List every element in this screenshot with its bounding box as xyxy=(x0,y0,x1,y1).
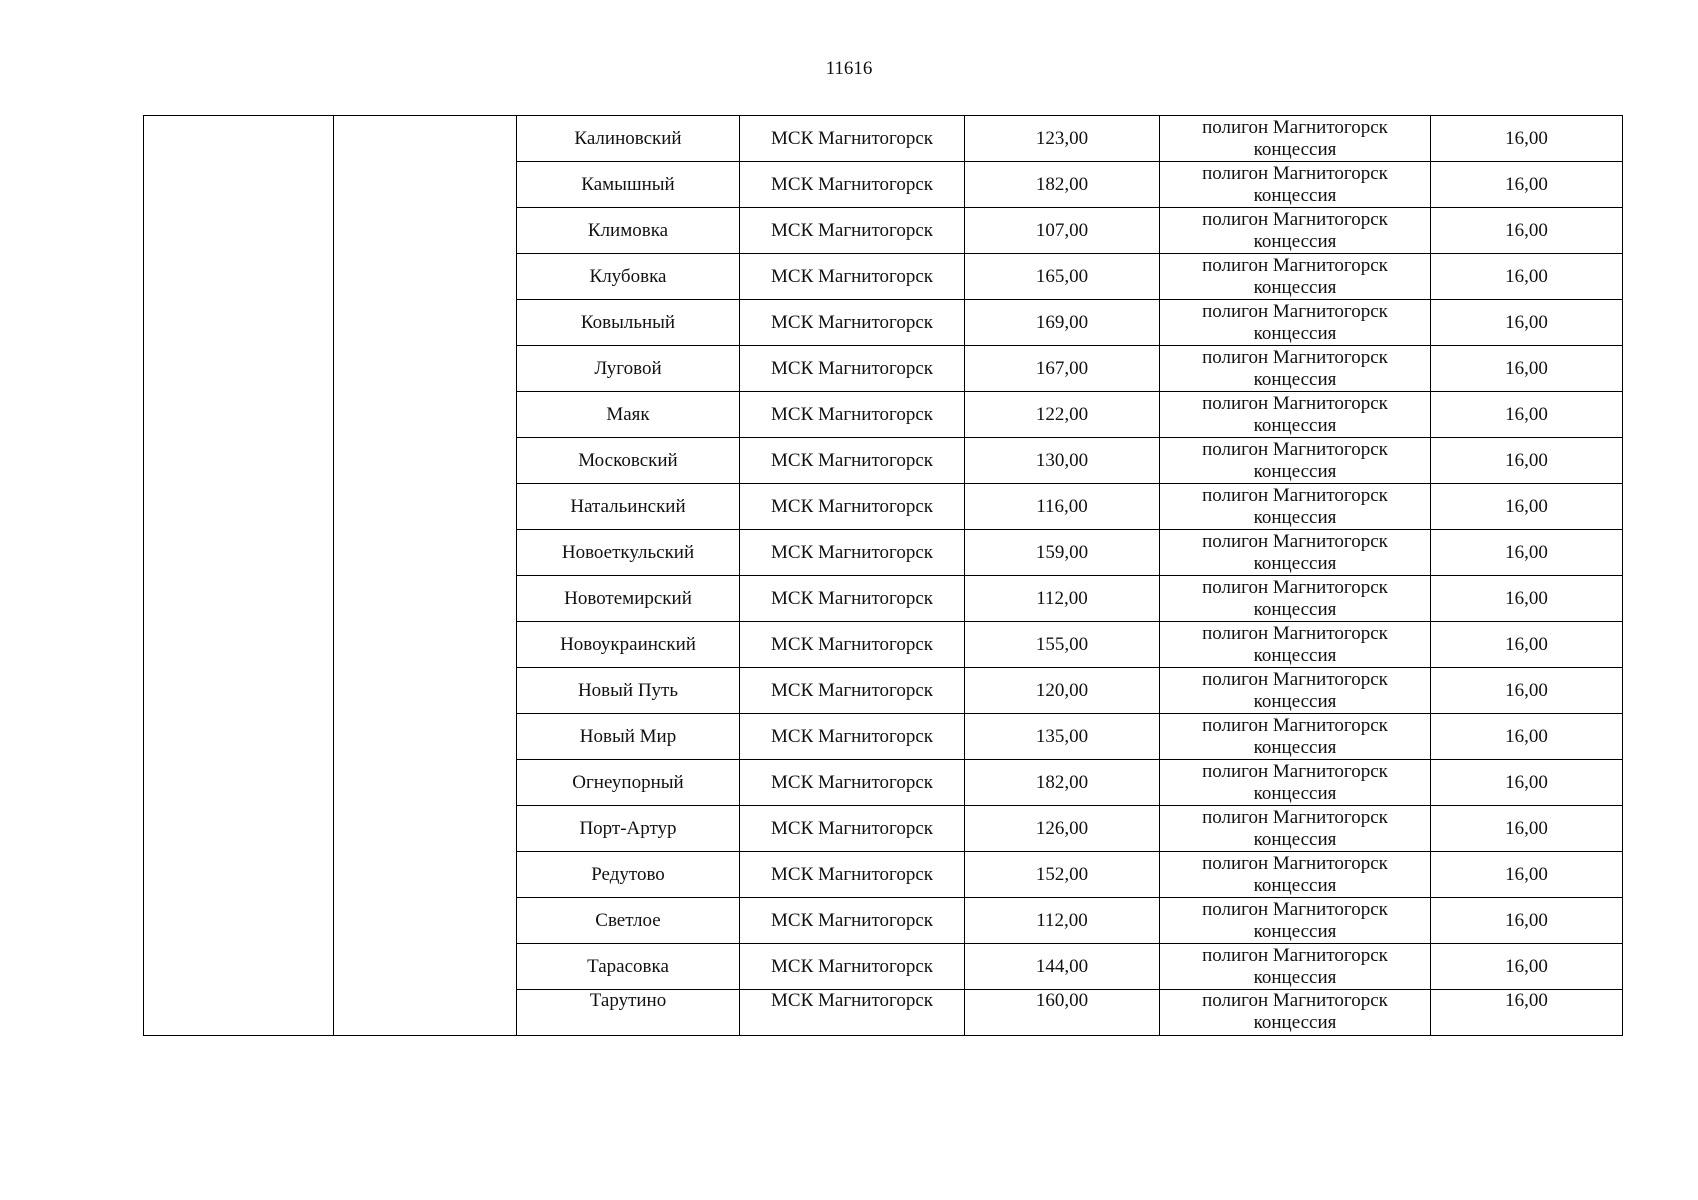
operator-cell-text: МСК Магнитогорск xyxy=(771,771,933,793)
locality-cell xyxy=(517,438,740,484)
rate-cell-text: 16,00 xyxy=(1505,679,1548,701)
facility-cell xyxy=(1160,530,1431,576)
operator-cell-text: МСК Магнитогорск xyxy=(771,541,933,563)
rate-cell xyxy=(1431,208,1623,254)
operator-cell-text: МСК Магнитогорск xyxy=(771,357,933,379)
locality-cell xyxy=(517,990,740,1036)
rate-cell xyxy=(1431,392,1623,438)
distance-cell-text: 123,00 xyxy=(1035,127,1089,149)
rate-cell xyxy=(1431,162,1623,208)
facility-cell-text: полигон Магнитогорск концессия xyxy=(1202,438,1388,482)
operator-cell-text: МСК Магнитогорск xyxy=(771,173,933,195)
rate-cell-text: 16,00 xyxy=(1505,909,1548,931)
rate-cell xyxy=(1431,300,1623,346)
operator-cell xyxy=(740,208,965,254)
distance-cell xyxy=(965,760,1160,806)
distance-cell-text: 159,00 xyxy=(1035,541,1089,563)
facility-cell xyxy=(1160,162,1431,208)
locality-cell xyxy=(517,806,740,852)
facility-cell-text: полигон Магнитогорск концессия xyxy=(1202,392,1388,436)
facility-cell-text: полигон Магнитогорск концессия xyxy=(1202,254,1388,298)
page-number: 11616 xyxy=(825,58,873,79)
distance-cell-text: 130,00 xyxy=(1035,449,1089,471)
facility-cell-text: полигон Магнитогорск концессия xyxy=(1202,714,1388,758)
operator-cell-text: МСК Магнитогорск xyxy=(771,587,933,609)
facility-cell xyxy=(1160,852,1431,898)
locality-cell-text: Тарасовка xyxy=(587,955,669,977)
operator-cell-text: МСК Магнитогорск xyxy=(771,679,933,701)
operator-cell xyxy=(740,300,965,346)
facility-cell-text: полигон Магнитогорск концессия xyxy=(1202,760,1388,804)
operator-cell xyxy=(740,438,965,484)
operator-cell xyxy=(740,898,965,944)
locality-cell-text: Натальинский xyxy=(570,495,686,517)
locality-cell-text: Новоеткульский xyxy=(561,541,695,563)
facility-cell xyxy=(1160,622,1431,668)
locality-cell-text: Редутово xyxy=(591,863,665,885)
locality-cell xyxy=(517,208,740,254)
facility-cell xyxy=(1160,806,1431,852)
distance-cell xyxy=(965,208,1160,254)
locality-cell xyxy=(517,760,740,806)
facility-cell-text: полигон Магнитогорск концессия xyxy=(1202,162,1388,206)
locality-cell-text: Новый Путь xyxy=(577,679,679,701)
distance-cell xyxy=(965,300,1160,346)
rate-cell-text: 16,00 xyxy=(1505,311,1548,333)
distance-cell-text: 135,00 xyxy=(1035,725,1089,747)
rate-cell-text: 16,00 xyxy=(1505,633,1548,655)
operator-cell-text: МСК Магнитогорск xyxy=(771,725,933,747)
distance-cell xyxy=(965,944,1160,990)
rate-cell xyxy=(1431,898,1623,944)
operator-cell xyxy=(740,852,965,898)
distance-cell xyxy=(965,622,1160,668)
operator-cell xyxy=(740,668,965,714)
rate-cell-text: 16,00 xyxy=(1505,265,1548,287)
locality-cell-text: Светлое xyxy=(595,909,661,931)
distance-cell xyxy=(965,346,1160,392)
distance-cell-text: 182,00 xyxy=(1035,771,1089,793)
rate-cell xyxy=(1431,852,1623,898)
locality-cell-text: Московский xyxy=(578,449,678,471)
rate-cell xyxy=(1431,714,1623,760)
distance-cell xyxy=(965,806,1160,852)
distance-cell-text: 112,00 xyxy=(1036,909,1088,931)
rate-cell xyxy=(1431,484,1623,530)
distance-cell-text: 160,00 xyxy=(1035,990,1089,1011)
distance-cell xyxy=(965,576,1160,622)
facility-cell xyxy=(1160,898,1431,944)
locality-cell-text: Огнеупорный xyxy=(572,771,684,793)
operator-cell-text: МСК Магнитогорск xyxy=(771,909,933,931)
operator-cell xyxy=(740,346,965,392)
rate-cell xyxy=(1431,438,1623,484)
locality-cell xyxy=(517,714,740,760)
locality-cell xyxy=(517,484,740,530)
facility-cell-text: полигон Магнитогорск концессия xyxy=(1202,852,1388,896)
operator-cell-text: МСК Магнитогорск xyxy=(771,863,933,885)
distance-cell-text: 120,00 xyxy=(1035,679,1089,701)
rate-cell xyxy=(1431,760,1623,806)
rate-cell-text: 16,00 xyxy=(1505,990,1548,1011)
facility-cell-text: полигон Магнитогорск концессия xyxy=(1202,944,1388,988)
facility-cell xyxy=(1160,944,1431,990)
distance-cell-text: 182,00 xyxy=(1035,173,1089,195)
rate-cell-text: 16,00 xyxy=(1505,863,1548,885)
rate-cell-text: 16,00 xyxy=(1505,725,1548,747)
operator-cell xyxy=(740,760,965,806)
locality-cell-text: Маяк xyxy=(606,403,650,425)
distance-cell-text: 122,00 xyxy=(1035,403,1089,425)
locality-cell xyxy=(517,668,740,714)
rate-cell xyxy=(1431,806,1623,852)
facility-cell xyxy=(1160,760,1431,806)
facility-cell xyxy=(1160,438,1431,484)
rate-cell xyxy=(1431,944,1623,990)
operator-cell-text: МСК Магнитогорск xyxy=(771,219,933,241)
locality-cell xyxy=(517,944,740,990)
locality-cell xyxy=(517,530,740,576)
locality-cell-text: Новый Мир xyxy=(579,725,677,747)
operator-cell-text: МСК Магнитогорск xyxy=(771,633,933,655)
rate-cell-text: 16,00 xyxy=(1505,587,1548,609)
facility-cell-text: полигон Магнитогорск концессия xyxy=(1202,116,1388,160)
facility-cell-text: полигон Магнитогорск концессия xyxy=(1202,622,1388,666)
facility-cell xyxy=(1160,208,1431,254)
locality-cell xyxy=(517,622,740,668)
locality-cell xyxy=(517,300,740,346)
locality-cell xyxy=(517,576,740,622)
operator-cell xyxy=(740,576,965,622)
distance-cell-text: 144,00 xyxy=(1035,955,1089,977)
facility-cell-text: полигон Магнитогорск концессия xyxy=(1202,530,1388,574)
operator-cell xyxy=(740,714,965,760)
locality-cell xyxy=(517,162,740,208)
operator-cell-text: МСК Магнитогорск xyxy=(771,955,933,977)
distance-cell-text: 165,00 xyxy=(1035,265,1089,287)
distance-cell xyxy=(965,898,1160,944)
facility-cell-text: полигон Магнитогорск концессия xyxy=(1202,484,1388,528)
rate-cell xyxy=(1431,622,1623,668)
facility-cell-text: полигон Магнитогорск концессия xyxy=(1202,898,1388,942)
rate-cell xyxy=(1431,254,1623,300)
distance-cell xyxy=(965,484,1160,530)
distance-cell xyxy=(965,162,1160,208)
facility-cell-text: полигон Магнитогорск концессия xyxy=(1202,346,1388,390)
locality-cell xyxy=(517,852,740,898)
rate-cell-text: 16,00 xyxy=(1505,127,1548,149)
operator-cell-text: МСК Магнитогорск xyxy=(771,127,933,149)
operator-cell-text: МСК Магнитогорск xyxy=(771,311,933,333)
locality-cell-text: Климовка xyxy=(587,219,669,241)
operator-cell-text: МСК Магнитогорск xyxy=(771,265,933,287)
facility-cell xyxy=(1160,484,1431,530)
facility-cell xyxy=(1160,668,1431,714)
rate-cell xyxy=(1431,576,1623,622)
operator-cell xyxy=(740,162,965,208)
operator-cell xyxy=(740,622,965,668)
operator-cell-text: МСК Магнитогорск xyxy=(771,403,933,425)
facility-cell-text: полигон Магнитогорск концессия xyxy=(1202,300,1388,344)
locality-cell-text: Порт-Артур xyxy=(579,817,677,839)
operator-cell xyxy=(740,990,965,1036)
locality-cell xyxy=(517,392,740,438)
table-body xyxy=(144,116,1623,1036)
facility-cell-text: полигон Магнитогорск концессия xyxy=(1202,668,1388,712)
distance-cell xyxy=(965,714,1160,760)
distance-cell xyxy=(965,392,1160,438)
rate-cell-text: 16,00 xyxy=(1505,173,1548,195)
rate-cell-text: 16,00 xyxy=(1505,219,1548,241)
operator-cell-text: МСК Магнитогорск xyxy=(771,990,933,1011)
rate-cell-text: 16,00 xyxy=(1505,449,1548,471)
operator-cell xyxy=(740,116,965,162)
locality-cell-text: Луговой xyxy=(594,357,662,379)
rate-cell-text: 16,00 xyxy=(1505,955,1548,977)
facility-cell-text: полигон Магнитогорск концессия xyxy=(1202,576,1388,620)
distance-cell-text: 155,00 xyxy=(1035,633,1089,655)
rate-cell xyxy=(1431,530,1623,576)
rate-cell xyxy=(1431,346,1623,392)
distance-cell xyxy=(965,116,1160,162)
facility-cell xyxy=(1160,576,1431,622)
rate-cell-text: 16,00 xyxy=(1505,403,1548,425)
operator-cell xyxy=(740,254,965,300)
locality-cell-text: Ковыльный xyxy=(580,311,676,333)
operator-cell xyxy=(740,944,965,990)
rate-cell xyxy=(1431,668,1623,714)
facility-cell-text: полигон Магнитогорск концессия xyxy=(1202,208,1388,252)
distance-cell-text: 116,00 xyxy=(1036,495,1088,517)
merged-blank-cell-2 xyxy=(334,116,517,1036)
distance-cell xyxy=(965,254,1160,300)
facility-cell xyxy=(1160,300,1431,346)
distance-cell xyxy=(965,438,1160,484)
facility-cell-text: полигон Магнитогорск концессия xyxy=(1202,990,1388,1033)
facility-cell xyxy=(1160,990,1431,1036)
facility-cell xyxy=(1160,392,1431,438)
operator-cell xyxy=(740,484,965,530)
facility-cell-text: полигон Магнитогорск концессия xyxy=(1202,806,1388,850)
locality-cell-text: Клубовка xyxy=(589,265,667,287)
locality-cell-text: Камышный xyxy=(581,173,675,195)
distance-cell-text: 126,00 xyxy=(1035,817,1089,839)
locality-cell-text: Новотемирский xyxy=(564,587,692,609)
facility-cell xyxy=(1160,116,1431,162)
table-row xyxy=(144,116,1623,162)
operator-cell-text: МСК Магнитогорск xyxy=(771,449,933,471)
distance-cell xyxy=(965,668,1160,714)
operator-cell xyxy=(740,392,965,438)
locality-cell xyxy=(517,254,740,300)
distance-cell-text: 112,00 xyxy=(1036,587,1088,609)
locality-cell xyxy=(517,346,740,392)
operator-cell xyxy=(740,806,965,852)
locality-cell-text: Новоукраинский xyxy=(560,633,696,655)
rate-cell-text: 16,00 xyxy=(1505,817,1548,839)
rate-cell xyxy=(1431,116,1623,162)
distance-cell-text: 169,00 xyxy=(1035,311,1089,333)
merged-blank-cell-1 xyxy=(144,116,334,1036)
facility-cell xyxy=(1160,714,1431,760)
rate-cell-text: 16,00 xyxy=(1505,771,1548,793)
rate-cell-text: 16,00 xyxy=(1505,541,1548,563)
facility-cell xyxy=(1160,346,1431,392)
distance-cell-text: 152,00 xyxy=(1035,863,1089,885)
distance-cell xyxy=(965,852,1160,898)
rate-cell xyxy=(1431,990,1623,1036)
data-table xyxy=(143,115,1623,1036)
distance-cell xyxy=(965,530,1160,576)
operator-cell-text: МСК Магнитогорск xyxy=(771,817,933,839)
distance-cell xyxy=(965,990,1160,1036)
operator-cell-text: МСК Магнитогорск xyxy=(771,495,933,517)
facility-cell xyxy=(1160,254,1431,300)
locality-cell-text: Тарутино xyxy=(589,990,667,1011)
locality-cell xyxy=(517,898,740,944)
operator-cell xyxy=(740,530,965,576)
rate-cell-text: 16,00 xyxy=(1505,357,1548,379)
distance-cell-text: 167,00 xyxy=(1035,357,1089,379)
locality-cell-text: Калиновский xyxy=(574,127,682,149)
rate-cell-text: 16,00 xyxy=(1505,495,1548,517)
distance-cell-text: 107,00 xyxy=(1035,219,1089,241)
locality-cell xyxy=(517,116,740,162)
